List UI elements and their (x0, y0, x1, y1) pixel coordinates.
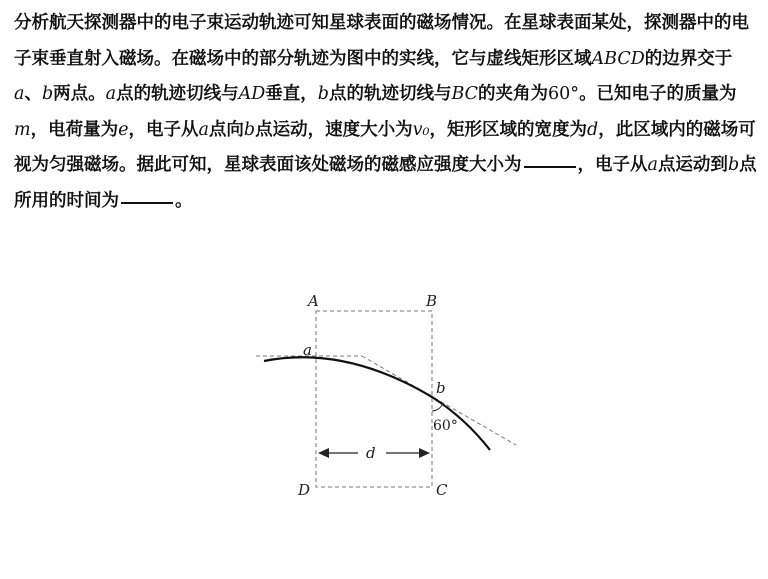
problem-text (14, 6, 758, 219)
label-angle: 60° (433, 418, 458, 434)
text-segment: 点运动到 (657, 155, 728, 175)
label-B: B (426, 292, 438, 310)
math-m: m (14, 119, 31, 140)
text-segment: 两点。 (53, 84, 106, 104)
text-segment: 分析航天探测器中的电子束运动轨迹可知星球表面的磁场情况。在星球表面某处，探测器中的电子束垂直射入磁场。在磁场中的部分轨迹为图中的实线，它与虚线矩形区域 (14, 13, 749, 69)
math-BC: BC (451, 84, 479, 104)
text-segment: 。已知电子的质量为 (579, 84, 737, 104)
text-segment: 点向 (208, 119, 244, 140)
math-a: a (198, 119, 209, 140)
label-A: A (308, 292, 319, 310)
arrowhead-right (419, 448, 430, 458)
text-segment: 、 (24, 84, 42, 104)
text-segment: 点的轨迹切线与 (328, 84, 452, 104)
arrowhead-left (318, 448, 329, 458)
math-b: b (727, 155, 740, 175)
label-C: C (436, 481, 448, 499)
text-segment: 的夹角为 (478, 84, 549, 104)
text-segment: 。 (175, 190, 193, 211)
answer-blank-field[interactable] (524, 165, 576, 168)
math-e: e (118, 119, 129, 140)
label-a: a (303, 341, 312, 359)
problem-paragraph (14, 6, 758, 219)
math-ABCD: ABCD (591, 48, 645, 69)
text-segment: 点的轨迹切线与 (116, 84, 239, 104)
math-d: d (587, 119, 599, 140)
text-segment: ，矩形区域的宽度为 (429, 119, 588, 140)
text-segment: 点运动，速度大小为 (255, 119, 413, 140)
text-segment: ，电子从 (577, 155, 648, 175)
answer-blank-time[interactable] (121, 201, 173, 204)
text-segment: 垂直， (265, 84, 318, 104)
trajectory-figure (250, 285, 530, 505)
math-a: a (105, 84, 117, 104)
electron-trajectory (264, 357, 490, 450)
text-segment: ，电子从 (128, 119, 199, 140)
label-d: d (366, 444, 376, 462)
text-segment: ，电荷量为 (30, 119, 119, 140)
math-a: a (647, 155, 658, 175)
label-D: D (298, 481, 311, 499)
math-a: a (14, 84, 25, 104)
text-segment: 的边界交于 (644, 48, 733, 69)
text-segment: ，此区域内的磁场可视为匀强磁场。据此可知，星球表面该处磁场的磁感应强度大小为 (14, 119, 756, 175)
math-b: b (243, 119, 256, 140)
figure-svg (250, 285, 530, 505)
math-AD: AD (238, 84, 266, 104)
math-b: b (317, 84, 329, 104)
math-b: b (41, 84, 54, 104)
text-segment: 点所用的时间为 (14, 155, 757, 211)
label-b: b (436, 379, 446, 397)
math-angle: 60° (548, 84, 580, 104)
math-v0: v₀ (412, 119, 430, 140)
